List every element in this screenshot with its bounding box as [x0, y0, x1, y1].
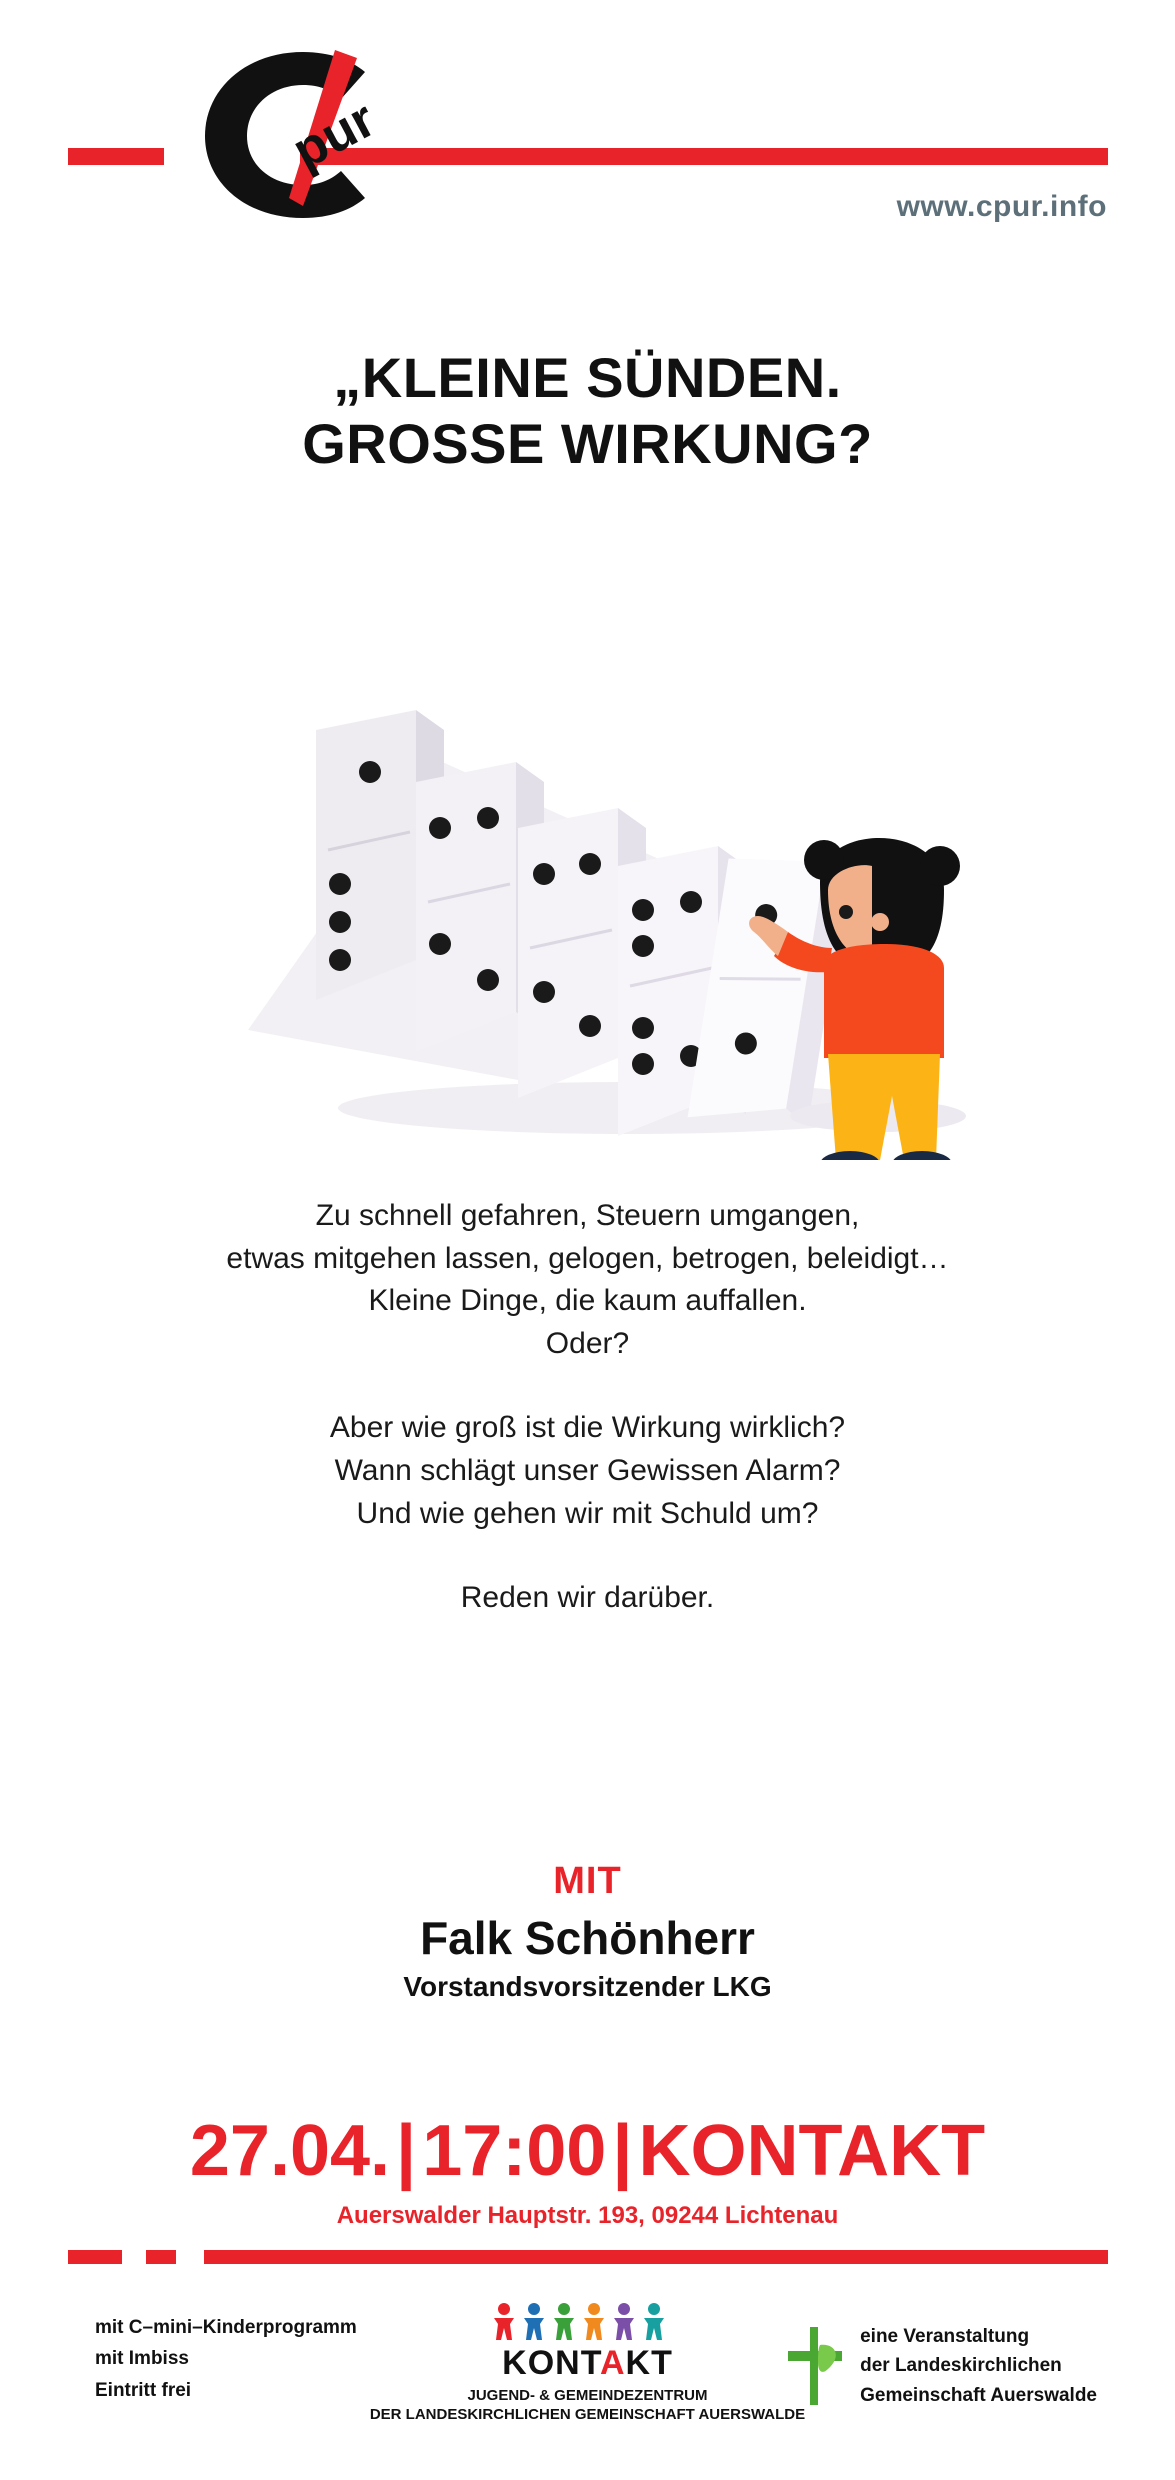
domino-illustration-svg — [188, 560, 988, 1160]
domino-illustration — [0, 560, 1175, 1170]
body-line-3: Kleine Dinge, die kaum auffallen. — [368, 1284, 807, 1318]
organizer-text — [860, 2322, 1097, 2410]
event-date: 27.04. — [189, 2111, 391, 2191]
event-sep-1: | — [396, 2111, 417, 2191]
organizer-line-2: der Landeskirchlichen — [860, 2355, 1062, 2377]
body-line-1: Zu schnell gefahren, Steuern umgangen, — [315, 1199, 860, 1232]
event-bar — [0, 2110, 1175, 2230]
footer-note-1: mit C–mini–Kinderprogramm — [95, 2317, 357, 2338]
paragraph-gap-1 — [0, 1365, 1175, 1407]
body-line-6: Wann schlägt unser Gewissen Alarm? — [334, 1453, 841, 1487]
organizer-line-3: Gemeinschaft Auerswalde — [860, 2384, 1097, 2406]
event-venue: KONTAKT — [638, 2111, 986, 2191]
title-line-1: „KLEINE SÜNDEN. — [333, 346, 842, 409]
header-rule-right — [300, 148, 1108, 165]
cpur-logo — [185, 38, 400, 223]
event-address: Auerswalder Hauptstr. 193, 09244 Lichtenau — [336, 2202, 839, 2229]
divider-dash-1 — [68, 2250, 122, 2264]
body-line-2: etwas mitgehen lassen, gelogen, betrogen, beleidigt… — [226, 1241, 949, 1275]
body-line-7: Und wie gehen wir mit Schuld um? — [356, 1496, 819, 1530]
footer-note-3: Eintritt frei — [95, 2379, 192, 2401]
header-rule-left — [68, 148, 164, 165]
body-line-8: Reden wir darüber. — [460, 1581, 715, 1615]
event-headline — [0, 2110, 1175, 2192]
cross-leaf-icon — [784, 2325, 846, 2407]
poster-title — [0, 345, 1175, 477]
kontakt-word-part-a: A — [599, 2344, 626, 2382]
speaker-role: Vorstandsvorsitzender LKG — [403, 1971, 772, 2002]
kontakt-wordmark — [358, 2344, 818, 2383]
kontakt-logo-block — [358, 2300, 818, 2423]
event-time: 17:00 — [422, 2111, 607, 2191]
kontakt-subtitle-2: DER LANDESKIRCHLICHEN GEMEINSCHAFT AUERSWALDE — [369, 2406, 806, 2423]
organizer-block — [784, 2322, 1097, 2410]
footer-divider — [68, 2250, 1108, 2264]
divider-dash-2 — [146, 2250, 176, 2264]
title-line-2: GROSSE WIRKUNG? — [302, 412, 873, 476]
paragraph-gap-2 — [0, 1535, 1175, 1577]
speaker-name: Falk Schönherr — [420, 1912, 755, 1964]
website-url[interactable]: www.cpur.info — [896, 190, 1107, 223]
divider-dash-3 — [204, 2250, 1108, 2264]
speaker-with-label: MIT — [553, 1860, 622, 1902]
body-line-4: Oder? — [545, 1326, 630, 1360]
poster-footer — [0, 2300, 1175, 2480]
speaker-block — [0, 1860, 1175, 2003]
footer-notes — [95, 2312, 357, 2406]
body-line-5: Aber wie groß ist die Wirkung wirklich? — [329, 1411, 846, 1445]
poster-header — [0, 0, 1175, 300]
kontakt-people-icon — [488, 2300, 688, 2342]
kontakt-subtitle-1: JUGEND- & GEMEINDEZENTRUM — [467, 2387, 708, 2404]
body-copy — [0, 1195, 1175, 1620]
kontakt-word-part-1: KONT — [502, 2344, 600, 2382]
event-sep-2: | — [612, 2111, 633, 2191]
svg-text:pur: pur — [283, 90, 385, 181]
kontakt-word-part-2: KT — [625, 2344, 673, 2382]
footer-note-2: mit Imbiss — [95, 2348, 189, 2370]
organizer-line-1: eine Veranstaltung — [860, 2326, 1030, 2347]
